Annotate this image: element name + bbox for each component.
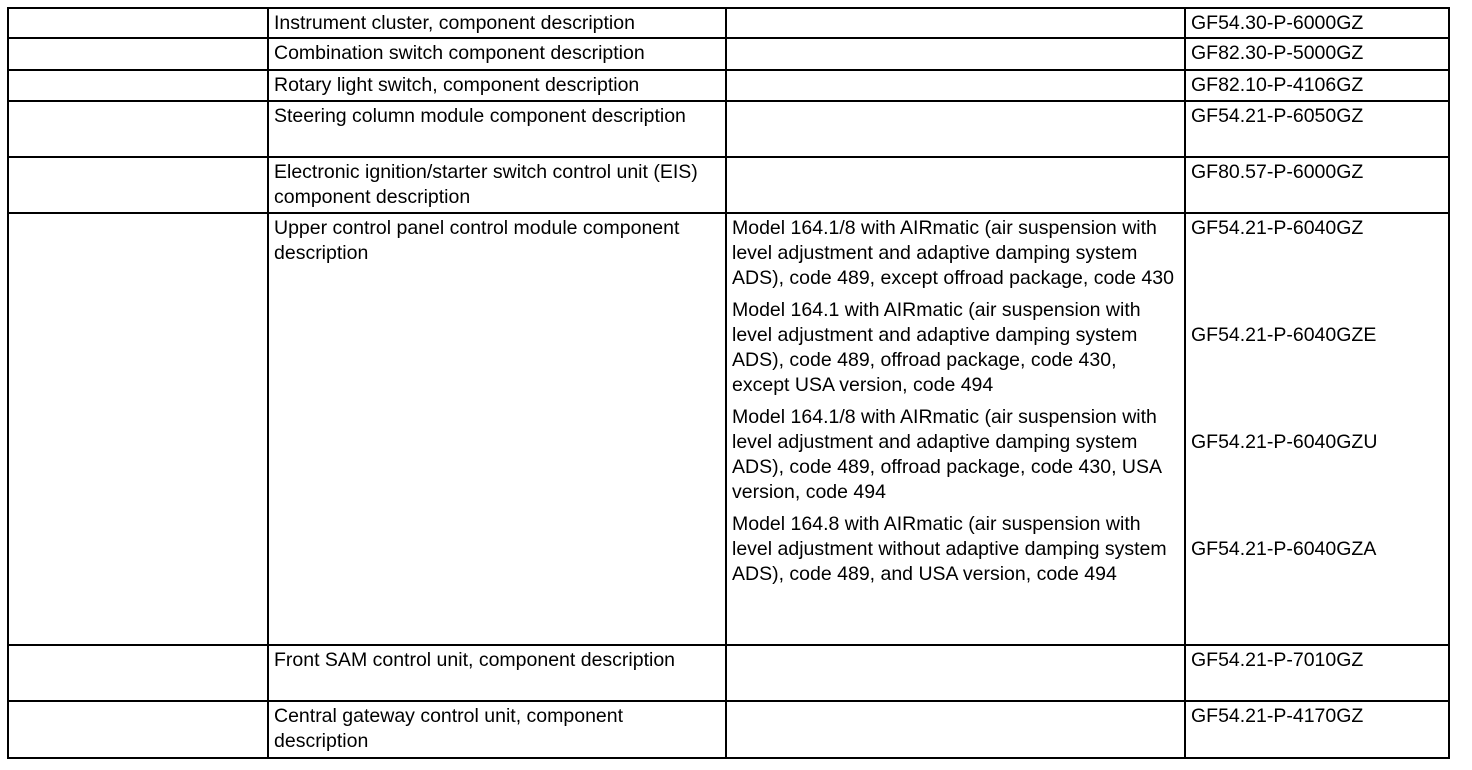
document-link[interactable]: GF54.30-P-6000GZ — [1185, 8, 1449, 38]
table-row — [8, 8, 1449, 38]
description-cell: Combination switch component description — [268, 38, 726, 70]
table-row — [8, 645, 1449, 701]
document-link[interactable]: GF54.21-P-6040GZA — [1191, 538, 1377, 560]
document-link[interactable]: GF82.10-P-4106GZ — [1185, 70, 1449, 101]
condition-cell — [726, 701, 1185, 758]
blank-cell — [8, 701, 268, 758]
document-link[interactable]: GF54.21-P-4170GZ — [1185, 701, 1449, 758]
blank-cell — [8, 8, 268, 38]
condition-entry: Model 164.1/8 with AIRmatic (air suspension with level adjustment and adaptive damping system ADS), code 489, offroad package, code 430, USA version, code 494 — [732, 406, 1161, 503]
document-cell — [1185, 213, 1449, 645]
description-cell: Upper control panel control module component description — [268, 213, 726, 645]
condition-entry: Model 164.1/8 with AIRmatic (air suspension with level adjustment and adaptive damping system ADS), code 489, except offroad package, code 430 — [732, 217, 1174, 289]
blank-cell — [8, 101, 268, 157]
description-cell: Front SAM control unit, component description — [268, 645, 726, 701]
description-cell: Electronic ignition/starter switch control unit (EIS) component description — [268, 157, 726, 213]
condition-entry: Model 164.1 with AIRmatic (air suspension with level adjustment and adaptive damping system ADS), code 489, offroad package, code 430, except USA version, code 494 — [732, 299, 1141, 396]
table-row — [8, 38, 1449, 70]
blank-cell — [8, 213, 268, 645]
condition-cell — [726, 213, 1185, 645]
condition-cell — [726, 70, 1185, 101]
condition-entry: Model 164.8 with AIRmatic (air suspension with level adjustment without adaptive damping system ADS), code 489, and USA version, code 494 — [732, 513, 1167, 585]
document-link[interactable]: GF80.57-P-6000GZ — [1185, 157, 1449, 213]
description-cell: Rotary light switch, component description — [268, 70, 726, 101]
document-link[interactable]: GF54.21-P-6040GZU — [1191, 431, 1378, 453]
description-cell: Instrument cluster, component description — [268, 8, 726, 38]
condition-cell — [726, 38, 1185, 70]
table-row — [8, 101, 1449, 157]
condition-cell — [726, 101, 1185, 157]
blank-cell — [8, 38, 268, 70]
document-link[interactable]: GF54.21-P-6050GZ — [1185, 101, 1449, 157]
condition-cell — [726, 645, 1185, 701]
document-link[interactable]: GF54.21-P-7010GZ — [1185, 645, 1449, 701]
document-link[interactable]: GF54.21-P-6040GZE — [1191, 324, 1377, 346]
condition-cell — [726, 157, 1185, 213]
table-row — [8, 157, 1449, 213]
description-cell: Central gateway control unit, component description — [268, 701, 726, 758]
document-link[interactable]: GF82.30-P-5000GZ — [1185, 38, 1449, 70]
table-row — [8, 213, 1449, 645]
condition-cell — [726, 8, 1185, 38]
table-row — [8, 70, 1449, 101]
blank-cell — [8, 157, 268, 213]
document-link[interactable]: GF54.21-P-6040GZ — [1191, 217, 1364, 239]
blank-cell — [8, 70, 268, 101]
description-cell: Steering column module component description — [268, 101, 726, 157]
component-description-table — [7, 7, 1450, 759]
blank-cell — [8, 645, 268, 701]
table-row — [8, 701, 1449, 758]
